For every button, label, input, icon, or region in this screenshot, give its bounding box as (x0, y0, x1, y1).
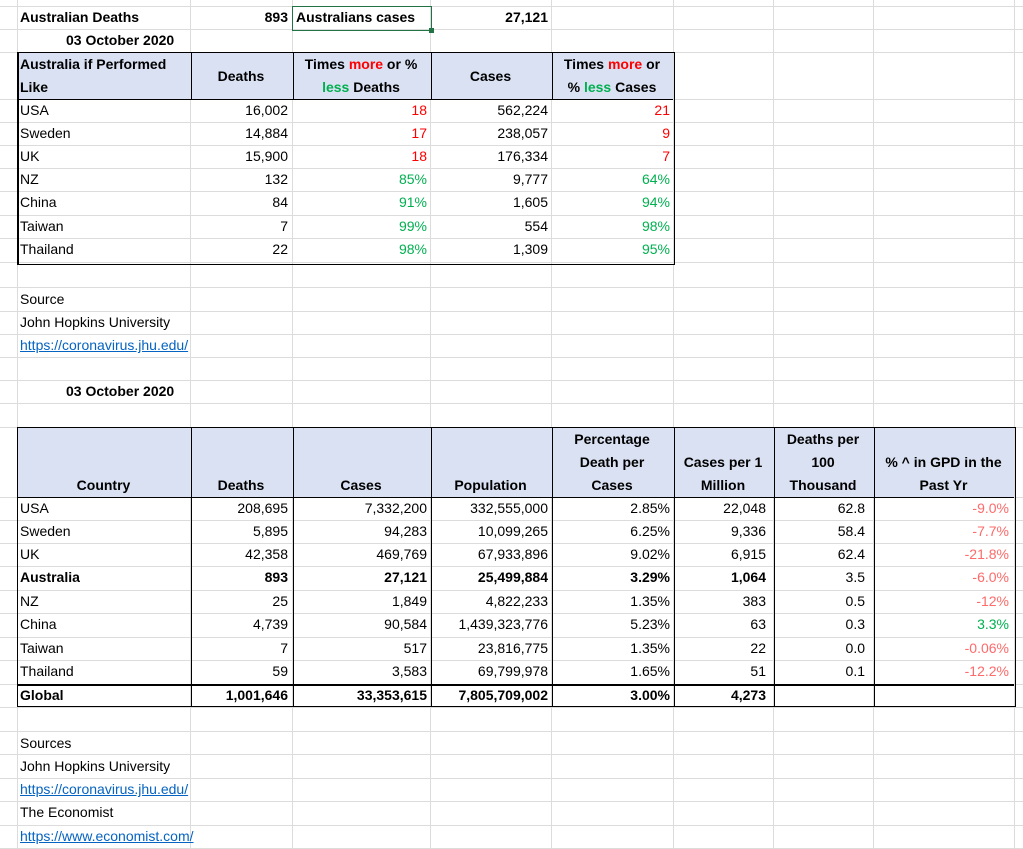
table2-row-deaths: 7 (280, 640, 288, 656)
table2-row-cases-per-million: 22 (750, 640, 766, 656)
table1-row-cases: 554 (524, 218, 548, 234)
table2-row-cases-per-million: 22,048 (723, 500, 766, 516)
table2-row-cases-per-million: 51 (750, 663, 766, 679)
table1-row-times-deaths: 17 (411, 125, 427, 141)
table2-row-population: 1,439,323,776 (458, 616, 548, 632)
table2-row-deaths: 42,358 (245, 546, 288, 562)
table2-row-population: 4,822,233 (485, 593, 548, 609)
table2-row-cases-per-million: 1,064 (730, 569, 766, 585)
sources-org-jhu: John Hopkins University (20, 758, 171, 774)
table1-row-country: Thailand (20, 241, 74, 257)
table1-row-times-deaths: 91% (398, 194, 427, 210)
table2-row-deaths-per-100k: 62.4 (837, 546, 865, 562)
australian-cases-value: 27,121 (505, 9, 548, 25)
table2-global-label: Global (20, 687, 64, 703)
table2-row-cases: 3,583 (391, 663, 427, 679)
table2-row-gdp-change: -9.0% (972, 500, 1009, 516)
table1-row-country: USA (20, 102, 49, 118)
table2-row-country: Taiwan (20, 640, 64, 656)
table2-row-deaths-per-100k: 0.0 (845, 640, 865, 656)
table2-global-pct-death: 3.00% (630, 687, 670, 703)
table2-row-cases-per-million: 9,336 (730, 523, 766, 539)
table2-global-cases-per-million: 4,273 (730, 687, 766, 703)
table2-row-cases: 90,584 (384, 616, 427, 632)
table2-row-pct-death: 6.25% (630, 523, 670, 539)
australian-deaths-label: Australian Deaths (20, 9, 140, 25)
sources-org-economist: The Economist (20, 804, 114, 820)
table2-row-gdp-change: -21.8% (964, 546, 1009, 562)
table2-row-deaths: 59 (272, 663, 288, 679)
table2-row-country: UK (20, 546, 40, 562)
table1-row-times-cases: 64% (641, 171, 670, 187)
table1-row-country: UK (20, 148, 40, 164)
australian-cases-label: Australians cases (296, 9, 416, 25)
source-org: John Hopkins University (20, 314, 171, 330)
table1-row-times-cases: 7 (662, 148, 670, 164)
table1-row-times-cases: 98% (641, 218, 670, 234)
table2-row-cases: 469,769 (376, 546, 427, 562)
date-heading-2: 03 October 2020 (66, 383, 175, 399)
table2-row-deaths: 4,739 (252, 616, 288, 632)
table1-row-deaths: 14,884 (245, 125, 288, 141)
table2-row-pct-death: 2.85% (630, 500, 670, 516)
table2-header-deaths: Deaths (217, 477, 265, 493)
table2-row-cases: 94,283 (384, 523, 427, 539)
table2-header-cases-per-million: Cases per 1 Million (683, 454, 763, 493)
table1-row-country: China (20, 194, 57, 210)
table2-row-population: 69,799,978 (477, 663, 548, 679)
table2-row-population: 67,933,896 (477, 546, 548, 562)
table1-row-cases: 1,605 (512, 194, 548, 210)
table1-row-cases: 176,334 (497, 148, 548, 164)
table2-row-gdp-change: -6.0% (972, 569, 1009, 585)
table1-row-times-cases: 21 (654, 102, 670, 118)
table1-header-times-cases: Times more or % less Cases (563, 56, 661, 95)
table2-global-deaths: 1,001,646 (225, 687, 288, 703)
table2-row-deaths-per-100k: 62.8 (837, 500, 865, 516)
table2-row-country: China (20, 616, 57, 632)
table2-global-population: 7,805,709,002 (458, 687, 548, 703)
table1-row-times-deaths: 18 (411, 148, 427, 164)
table2-row-deaths: 25 (272, 593, 288, 609)
table2-row-deaths-per-100k: 0.5 (845, 593, 865, 609)
table1-row-times-deaths: 98% (398, 241, 427, 257)
table1-row-deaths: 16,002 (245, 102, 288, 118)
table2-header-country: Country (76, 477, 131, 493)
table2-row-cases: 7,332,200 (364, 500, 427, 516)
table1-row-deaths: 15,900 (245, 148, 288, 164)
table2-row-cases: 1,849 (391, 593, 427, 609)
table1-row-country: NZ (20, 171, 39, 187)
table2-row-deaths-per-100k: 3.5 (845, 569, 865, 585)
table2-row-pct-death: 9.02% (630, 546, 670, 562)
table1-row-times-deaths: 85% (398, 171, 427, 187)
table2-row-country: Sweden (20, 523, 71, 539)
table2-row-gdp-change: 3.3% (977, 616, 1009, 632)
table1-header-times-deaths: Times more or % less Deaths (304, 56, 418, 95)
table1-row-times-cases: 9 (662, 125, 670, 141)
table2-row-deaths-per-100k: 0.3 (845, 616, 865, 632)
table2-row-pct-death: 5.23% (630, 616, 670, 632)
table1-header-cases: Cases (469, 68, 512, 84)
table2-row-cases: 27,121 (384, 569, 427, 585)
table1-row-times-deaths: 99% (398, 218, 427, 234)
table1-row-cases: 1,309 (512, 241, 548, 257)
table2-row-deaths: 893 (264, 569, 288, 585)
table1-header-country: Australia if Performed Like (20, 56, 167, 95)
table2-row-pct-death: 1.65% (630, 663, 670, 679)
table2-row-pct-death: 3.29% (630, 569, 670, 585)
table2-row-gdp-change: -12% (976, 593, 1009, 609)
table2-row-gdp-change: -7.7% (972, 523, 1009, 539)
table2-row-cases-per-million: 6,915 (730, 546, 766, 562)
table2-header-gdp-change: % ^ in GPD in the Past Yr (885, 454, 1002, 493)
sources-link-jhu[interactable]: https://coronavirus.jhu.edu/ (20, 781, 189, 797)
table2-row-country: NZ (20, 593, 39, 609)
table2-row-population: 332,555,000 (470, 500, 548, 516)
table2-header-population: Population (454, 477, 527, 493)
table1-row-times-cases: 94% (641, 194, 670, 210)
table2-row-pct-death: 1.35% (630, 593, 670, 609)
australian-deaths-value: 893 (264, 9, 288, 25)
table2-row-gdp-change: -12.2% (964, 663, 1009, 679)
table2-row-deaths: 208,695 (237, 500, 288, 516)
table2-global-cases: 33,353,615 (356, 687, 427, 703)
table2-row-deaths-per-100k: 0.1 (845, 663, 865, 679)
table1-row-country: Taiwan (20, 218, 64, 234)
table2-row-population: 25,499,884 (477, 569, 548, 585)
table1-row-country: Sweden (20, 125, 71, 141)
table2-row-population: 10,099,265 (477, 523, 548, 539)
table2-row-pct-death: 1.35% (630, 640, 670, 656)
table2-row-country: Thailand (20, 663, 74, 679)
sources-link-economist[interactable]: https://www.economist.com/ (20, 828, 194, 844)
table2-row-country: USA (20, 500, 49, 516)
date-heading-1: 03 October 2020 (66, 32, 175, 48)
table2-row-gdp-change: -0.06% (964, 640, 1009, 656)
sources-label: Sources (20, 735, 72, 751)
table1-row-cases: 9,777 (512, 171, 548, 187)
table1-row-deaths: 84 (272, 194, 288, 210)
table2-header-pct-death: Percentage Death per Cases (574, 431, 650, 493)
table1-row-times-deaths: 18 (411, 102, 427, 118)
table2-row-deaths-per-100k: 58.4 (837, 523, 865, 539)
table2-header-deaths-per-100k: Deaths per 100 Thousand (786, 431, 860, 493)
table2-row-cases-per-million: 383 (742, 593, 766, 609)
table2-row-cases-per-million: 63 (750, 616, 766, 632)
table2-row-population: 23,816,775 (477, 640, 548, 656)
table1-row-deaths: 7 (280, 218, 288, 234)
table1-row-cases: 562,224 (497, 102, 548, 118)
table1-row-times-cases: 95% (641, 241, 670, 257)
table1-row-cases: 238,057 (497, 125, 548, 141)
table2-row-country: Australia (20, 569, 80, 585)
table1-row-deaths: 22 (272, 241, 288, 257)
source-link-jhu[interactable]: https://coronavirus.jhu.edu/ (20, 337, 189, 353)
table1-row-deaths: 132 (264, 171, 288, 187)
table2-header-cases: Cases (340, 477, 382, 493)
table2-row-deaths: 5,895 (252, 523, 288, 539)
source-label: Source (20, 291, 65, 307)
table1-header-deaths: Deaths (217, 68, 265, 84)
table2-row-cases: 517 (403, 640, 427, 656)
